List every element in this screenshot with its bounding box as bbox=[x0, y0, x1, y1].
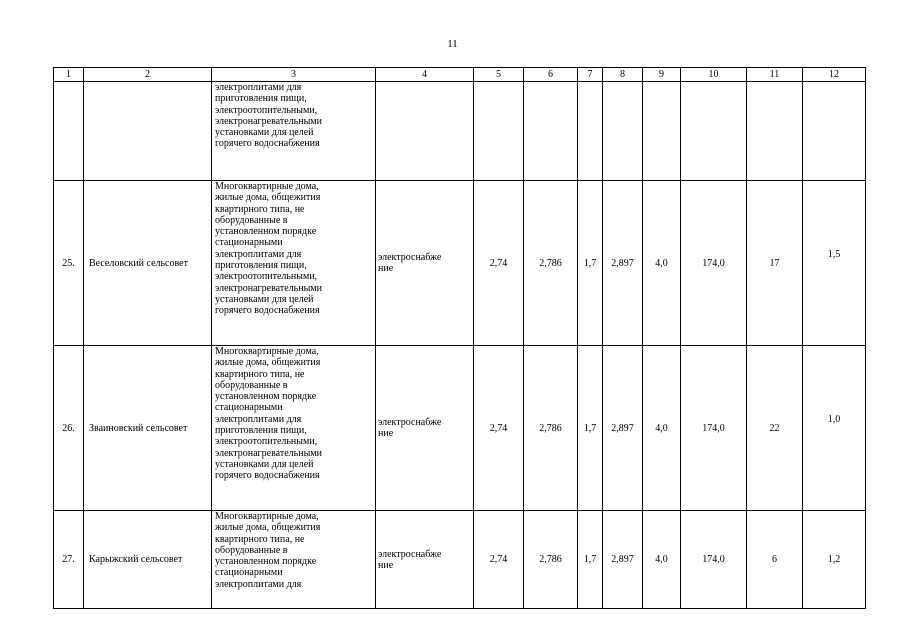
service-cell: электроснабже ние bbox=[376, 511, 474, 609]
value-cell: 2,786 bbox=[524, 346, 578, 511]
page-number: 11 bbox=[447, 38, 458, 50]
value-cell: 4,0 bbox=[643, 511, 681, 609]
row-number: 26. bbox=[54, 346, 84, 511]
value-cell: 4,0 bbox=[643, 346, 681, 511]
value-cell: 2,74 bbox=[474, 511, 524, 609]
settlement-name: Веселовский сельсовет bbox=[84, 181, 212, 346]
header-cell: 8 bbox=[603, 68, 643, 82]
value-cell: 22 bbox=[747, 346, 803, 511]
value-cell: 174,0 bbox=[681, 346, 747, 511]
settlement-name: Карыжский сельсовет bbox=[84, 511, 212, 609]
header-cell: 9 bbox=[643, 68, 681, 82]
table-row bbox=[54, 511, 866, 609]
table-row bbox=[54, 181, 866, 346]
table-row bbox=[54, 82, 866, 181]
description-cell: Многоквартирные дома, жилые дома, общежития квартирного типа, не оборудованные в установленном порядке стационарными электроплитами для приготовления пищи, электроотопительными, электронагревательными установками для целей горячего водоснабжения bbox=[212, 346, 376, 511]
header-cell: 3 bbox=[212, 68, 376, 82]
value-cell: 2,74 bbox=[474, 181, 524, 346]
value-cell: 174,0 bbox=[681, 181, 747, 346]
tariff-table bbox=[53, 67, 866, 609]
header-row bbox=[54, 68, 866, 82]
header-cell: 11 bbox=[747, 68, 803, 82]
value-cell: 1,7 bbox=[578, 181, 603, 346]
value-cell: 1,0 bbox=[827, 413, 841, 425]
value-cell: 6 bbox=[747, 511, 803, 609]
header-cell: 7 bbox=[578, 68, 603, 82]
row-number: 25. bbox=[54, 181, 84, 346]
header-cell: 1 bbox=[54, 68, 84, 82]
row-number: 27. bbox=[54, 511, 84, 609]
settlement-name: Зваиновский сельсовет bbox=[84, 346, 212, 511]
value-cell: 174,0 bbox=[681, 511, 747, 609]
service-cell: электроснабже ние bbox=[376, 181, 474, 346]
value-cell: 1,7 bbox=[578, 346, 603, 511]
value-cell: 1,7 bbox=[578, 511, 603, 609]
description-cell: электроплитами для приготовления пищи, электроотопительными, электронагревательными установками для целей горячего водоснабжения bbox=[212, 82, 376, 181]
value-cell: 1,5 bbox=[827, 248, 841, 260]
value-cell: 17 bbox=[747, 181, 803, 346]
table-row bbox=[54, 346, 866, 511]
header-cell: 2 bbox=[84, 68, 212, 82]
value-cell: 4,0 bbox=[643, 181, 681, 346]
value-cell: 2,74 bbox=[474, 346, 524, 511]
header-cell: 4 bbox=[376, 68, 474, 82]
header-cell: 5 bbox=[474, 68, 524, 82]
description-cell: Многоквартирные дома, жилые дома, общежития квартирного типа, не оборудованные в установленном порядке стационарными электроплитами для bbox=[212, 511, 376, 609]
description-cell: Многоквартирные дома, жилые дома, общежития квартирного типа, не оборудованные в установленном порядке стационарными электроплитами для приготовления пищи, электроотопительными, электронагревательными установками для целей горячего водоснабжения bbox=[212, 181, 376, 346]
value-cell: 2,786 bbox=[524, 511, 578, 609]
header-cell: 6 bbox=[524, 68, 578, 82]
value-cell: 2,897 bbox=[603, 511, 643, 609]
value-cell: 2,786 bbox=[524, 181, 578, 346]
value-cell: 2,897 bbox=[603, 181, 643, 346]
value-cell: 1,2 bbox=[803, 511, 866, 609]
value-cell: 2,897 bbox=[603, 346, 643, 511]
service-cell: электроснабже ние bbox=[376, 346, 474, 511]
header-cell: 12 bbox=[803, 68, 866, 82]
header-cell: 10 bbox=[681, 68, 747, 82]
